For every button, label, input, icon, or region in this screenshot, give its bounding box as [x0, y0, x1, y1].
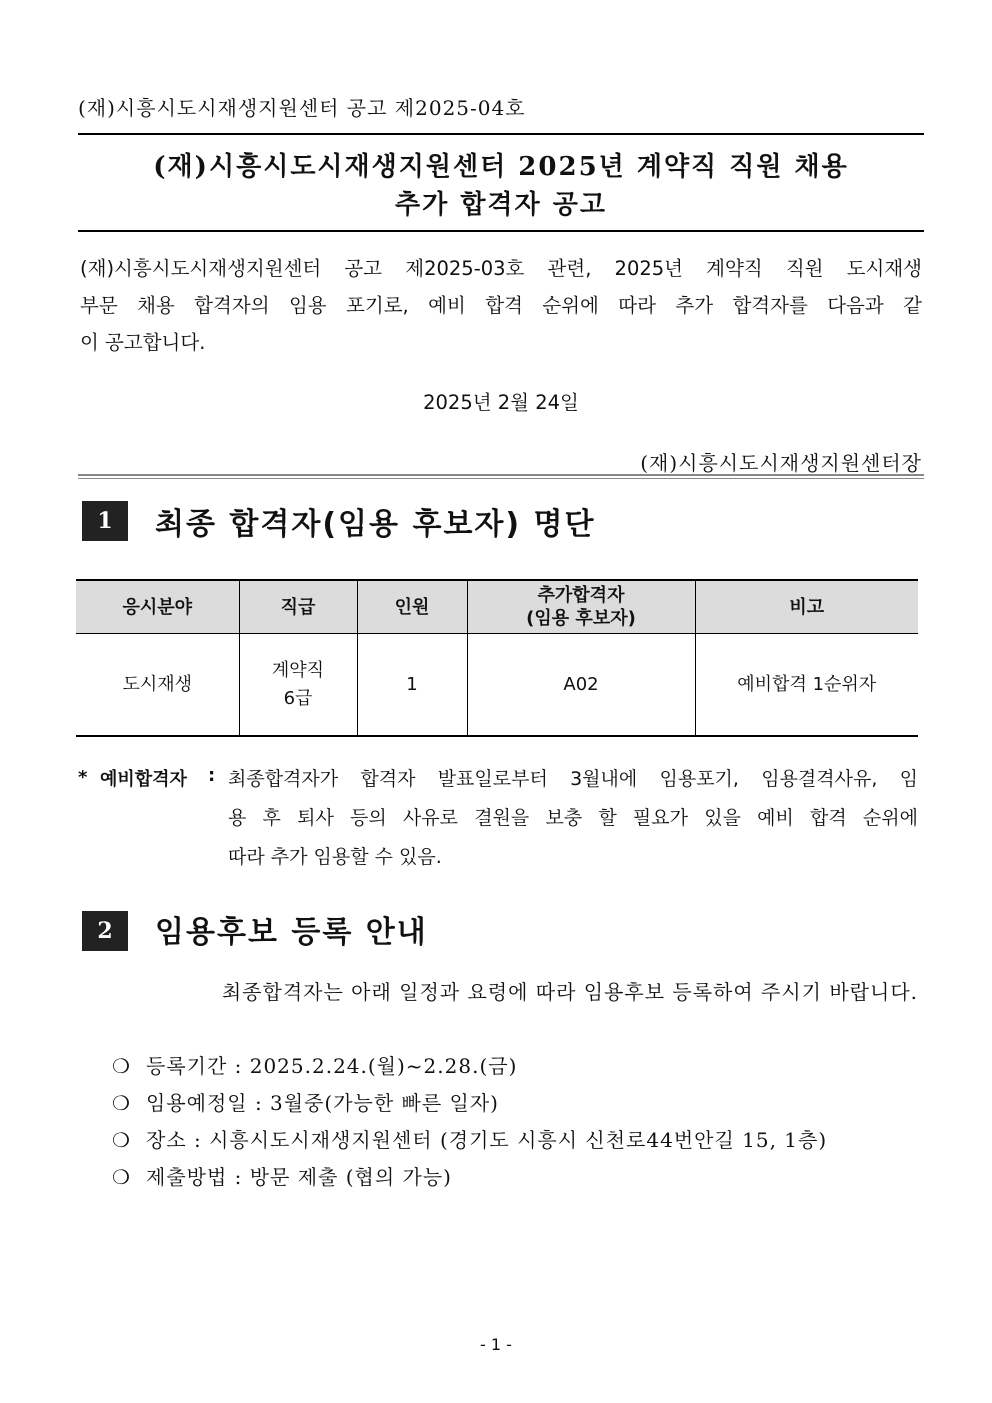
- note-line: 따라 추가 임용할 수 있음.: [228, 846, 442, 868]
- header-candidate: [467, 580, 695, 634]
- intro-paragraph: [80, 250, 922, 361]
- page-number: - 1 -: [480, 1335, 512, 1354]
- note-text: [228, 760, 918, 877]
- intro-line: (재)시흥시도시재생지원센터 공고 제2025-03호 관련, 2025년 계약직 직원 도시재생: [80, 257, 922, 280]
- header-remark: 비고: [695, 580, 918, 634]
- result-table: [76, 579, 918, 737]
- registration-guide-text: 최종합격자는 아래 일정과 요령에 따라 임용후보 등록하여 주시기 바랍니다.: [221, 980, 918, 1004]
- note-line: 최종합격자가 합격자 발표일로부터 3월내에 임용포기, 임용결격사유, 임: [228, 768, 918, 790]
- issuer-name: (재)시흥시도시재생지원센터장: [640, 451, 922, 475]
- note-label: 예비합격자: [100, 769, 187, 790]
- table-header-row: [76, 580, 918, 634]
- section2-title: 임용후보 등록 안내: [155, 915, 428, 950]
- cell-field: 도시재생: [76, 634, 239, 737]
- note-asterisk: *: [78, 767, 88, 788]
- cell-rank-line1: 계약직: [271, 659, 325, 681]
- section1-title: 최종 합격자(임용 후보자) 명단: [155, 507, 596, 542]
- top-rule: [78, 133, 924, 135]
- registration-details-list: [112, 1050, 827, 1198]
- list-item: [112, 1087, 827, 1124]
- circle-bullet-icon: ❍: [112, 1128, 131, 1152]
- cell-candidate: A02: [467, 634, 695, 737]
- document-title-line1: (재)시흥시도시재생지원센터 2025년 계약직 직원 채용: [153, 152, 849, 182]
- item-text: 제출방법 : 방문 제출 (협의 가능): [146, 1165, 452, 1189]
- cell-rank: [239, 634, 357, 737]
- section-divider: [78, 474, 924, 479]
- list-item: [112, 1050, 827, 1087]
- header-candidate-line2: (임용 후보자): [526, 608, 636, 629]
- circle-bullet-icon: ❍: [112, 1091, 131, 1115]
- circle-bullet-icon: ❍: [112, 1165, 131, 1189]
- item-text: 장소 : 시흥시도시재생지원센터 (경기도 시흥시 신천로44번안길 15, 1층): [146, 1128, 828, 1152]
- intro-line: 이 공고합니다.: [80, 331, 206, 354]
- intro-line: 부문 채용 합격자의 임용 포기로, 예비 합격 순위에 따라 추가 합격자를 다음과 같: [80, 294, 922, 317]
- notice-date: 2025년 2월 24일: [423, 391, 579, 414]
- header-candidate-line1: 추가합격자: [537, 585, 625, 606]
- header-field: 응시분야: [76, 580, 239, 634]
- note-colon: :: [208, 765, 216, 786]
- section1-number-badge: 1: [82, 501, 128, 541]
- cell-count: 1: [357, 634, 467, 737]
- circle-bullet-icon: ❍: [112, 1054, 131, 1078]
- cell-rank-line2: 6급: [283, 687, 313, 709]
- table-row: [76, 634, 918, 737]
- item-text: 임용예정일 : 3월중(가능한 빠른 일자): [146, 1091, 499, 1115]
- section2-number-badge: 2: [82, 911, 128, 951]
- list-item: [112, 1124, 827, 1161]
- item-text: 등록기간 : 2025.2.24.(월)~2.28.(금): [146, 1054, 518, 1078]
- note-line: 용 후 퇴사 등의 사유로 결원을 보충 할 필요가 있을 예비 합격 순위에: [228, 807, 918, 829]
- title-rule: [78, 230, 924, 232]
- document-title-line2: 추가 합격자 공고: [395, 190, 607, 220]
- header-rank: 직급: [239, 580, 357, 634]
- notice-number: (재)시흥시도시재생지원센터 공고 제2025-04호: [78, 96, 526, 120]
- cell-remark: 예비합격 1순위자: [695, 634, 918, 737]
- header-count: 인원: [357, 580, 467, 634]
- list-item: [112, 1161, 827, 1198]
